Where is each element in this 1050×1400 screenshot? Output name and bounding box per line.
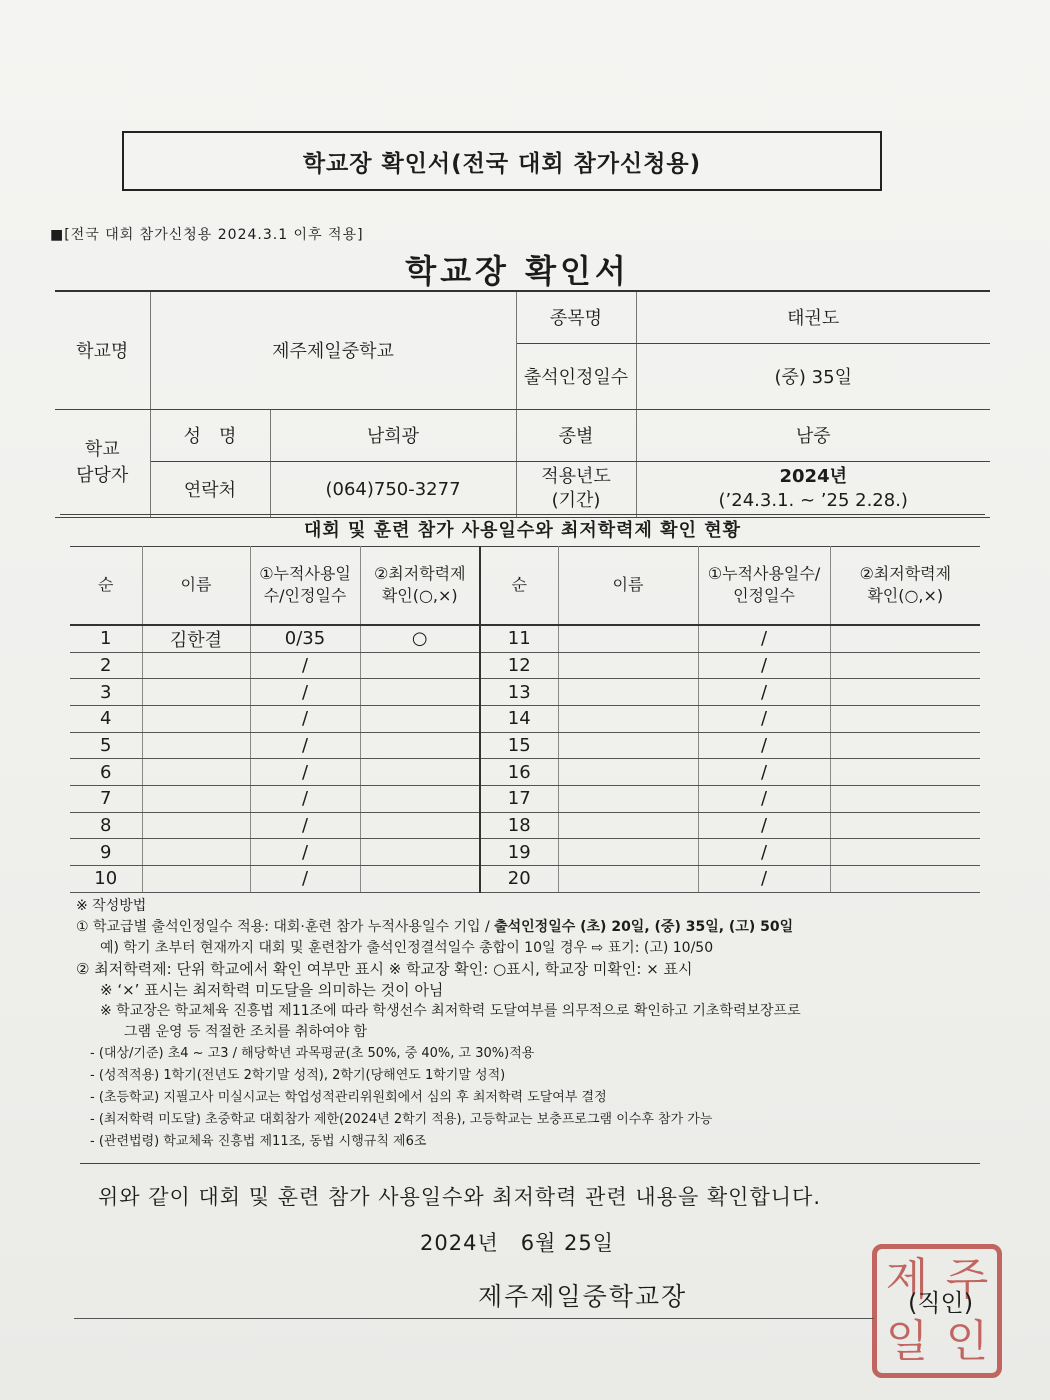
row-days-right: / (698, 785, 830, 812)
attendance-label: 출석인정일수 (516, 343, 636, 409)
row-days: / (250, 866, 360, 893)
main-title: 학교장 확인서 (405, 252, 630, 290)
row-no-right: 15 (480, 732, 558, 759)
detail-1: - (대상/기준) 초4 ~ 고3 / 해당학년 과목평균(초 50%, 중 40%, 고 30%)적용 (90, 1046, 535, 1061)
row-days: / (250, 732, 360, 759)
table-row (70, 839, 980, 866)
row-check (360, 652, 480, 679)
category-label: 종별 (516, 409, 636, 461)
table-row (70, 625, 980, 653)
row-no-right: 18 (480, 812, 558, 839)
row-check-right (830, 785, 980, 812)
row-no: 10 (70, 866, 142, 893)
row-days-right: / (698, 705, 830, 732)
header-name: 이름 (142, 547, 250, 625)
row-name-right (558, 705, 698, 732)
row-name-right (558, 732, 698, 759)
phone-label: 연락처 (150, 461, 270, 517)
row-check-right (830, 625, 980, 653)
seal-label: (직인) (908, 1289, 974, 1317)
row-check (360, 839, 480, 866)
principal-name: 제주제일중학교장 (478, 1282, 688, 1311)
table-row (70, 732, 980, 759)
row-check-right (830, 679, 980, 706)
row-days-right: / (698, 679, 830, 706)
section-title: 대회 및 훈련 참가 사용일수와 최저학력제 확인 현황 (60, 514, 985, 546)
table-row (70, 652, 980, 679)
header-title-box (122, 131, 882, 191)
year-label: 적용년도 (기간) (516, 461, 636, 517)
attendance-value: (중) 35일 (636, 343, 990, 409)
row-no: 2 (70, 652, 142, 679)
signing-date: 2024년 6월 25일 (420, 1231, 615, 1255)
row-check (360, 812, 480, 839)
seal-char: 일 (885, 1316, 929, 1367)
table-row (70, 679, 980, 706)
row-no: 9 (70, 839, 142, 866)
row-name (142, 652, 250, 679)
seal-char: 인 (945, 1316, 989, 1367)
header-days-right: ①누적사용일수/ 인정일수 (698, 547, 830, 625)
row-name-right (558, 625, 698, 653)
row-name (142, 732, 250, 759)
note-3: ※ ‘×’ 표시는 최저학력 미도달을 의미하는 것이 아님 (100, 981, 444, 999)
contact-label: 학교 담당자 (55, 409, 150, 517)
row-no-right: 12 (480, 652, 558, 679)
header-no-right: 순 (480, 547, 558, 625)
header-check-right: ②최저학력제 확인(○,×) (830, 547, 980, 625)
row-check: ○ (360, 625, 480, 653)
bottom-divider (74, 1318, 874, 1319)
table-row (70, 812, 980, 839)
header-no: 순 (70, 547, 142, 625)
row-no-right: 20 (480, 866, 558, 893)
row-name: 김한결 (142, 625, 250, 653)
row-check-right (830, 732, 980, 759)
row-name-right (558, 652, 698, 679)
row-no-right: 16 (480, 759, 558, 786)
subheading: ■[전국 대회 참가신청용 2024.3.1 이후 적용] (50, 227, 364, 243)
row-no: 7 (70, 785, 142, 812)
row-days: / (250, 679, 360, 706)
row-name-right (558, 679, 698, 706)
row-no: 5 (70, 732, 142, 759)
row-check (360, 785, 480, 812)
row-no-right: 17 (480, 785, 558, 812)
row-check-right (830, 652, 980, 679)
year-cell (636, 461, 990, 517)
note-1: ① 학교급별 출석인정일수 적용: 대회·훈련 참가 누적사용일수 기입 / 출석인정일수 (초) 20일, (중) 35일, (고) 50일 (76, 919, 794, 935)
row-no-right: 11 (480, 625, 558, 653)
row-check-right (830, 839, 980, 866)
divider (80, 1163, 980, 1164)
row-name (142, 705, 250, 732)
row-check (360, 705, 480, 732)
row-no-right: 13 (480, 679, 558, 706)
row-name (142, 839, 250, 866)
header-title: 학교장 확인서(전국 대회 참가신청용) (302, 150, 702, 177)
table-row (70, 759, 980, 786)
note-1-example: 예) 학기 초부터 현재까지 대회 및 훈련참가 출석인정결석일수 총합이 10일 경우 ⇨ 표기: (고) 10/50 (100, 940, 714, 956)
row-no: 4 (70, 705, 142, 732)
detail-4: - (최저학력 미도달) 초중학교 대회참가 제한(2024년 2학기 적용), 고등학교는 보충프로그램 이수후 참가 가능 (90, 1112, 713, 1127)
seal-char: 주 (945, 1254, 989, 1305)
note-2: ② 최저학력제: 단위 학교에서 확인 여부만 표시 ※ 학교장 확인: ○표시, 학교장 미확인: × 표시 (76, 960, 693, 978)
row-days-right: / (698, 625, 830, 653)
row-check (360, 732, 480, 759)
event-label: 종목명 (516, 291, 636, 343)
row-days: / (250, 785, 360, 812)
row-days-right: / (698, 866, 830, 893)
row-days-right: / (698, 732, 830, 759)
row-name (142, 759, 250, 786)
row-no-right: 19 (480, 839, 558, 866)
participation-table (70, 546, 980, 893)
row-name (142, 866, 250, 893)
row-check-right (830, 705, 980, 732)
row-days-right: / (698, 652, 830, 679)
row-check (360, 679, 480, 706)
row-days-right: / (698, 839, 830, 866)
school-value: 제주제일중학교 (150, 291, 516, 409)
instructions (76, 896, 996, 1153)
row-days: / (250, 652, 360, 679)
row-check-right (830, 866, 980, 893)
seal-char: 제 (885, 1254, 929, 1305)
row-days: / (250, 705, 360, 732)
row-name (142, 785, 250, 812)
table-row (70, 705, 980, 732)
note-4-cont: 그램 운영 등 적절한 조치를 취하여야 함 (124, 1024, 368, 1040)
row-days: / (250, 812, 360, 839)
row-days: 0/35 (250, 625, 360, 653)
header-check: ②최저학력제 확인(○,×) (360, 547, 480, 625)
row-days: / (250, 839, 360, 866)
row-name (142, 812, 250, 839)
confirm-statement: 위와 같이 대회 및 훈련 참가 사용일수와 최저학력 관련 내용을 확인합니다. (98, 1185, 822, 1209)
row-check-right (830, 759, 980, 786)
table-row (70, 785, 980, 812)
row-days-right: / (698, 759, 830, 786)
row-name-right (558, 759, 698, 786)
detail-2: - (성적적용) 1학기(전년도 2학기말 성적), 2학기(당해연도 1학기말 성적) (90, 1068, 506, 1083)
detail-5: - (관련법령) 학교체육 진흥법 제11조, 동법 시행규칙 제6조 (90, 1134, 427, 1149)
row-check (360, 759, 480, 786)
row-no: 6 (70, 759, 142, 786)
category-value: 남중 (636, 409, 990, 461)
row-no: 3 (70, 679, 142, 706)
row-no: 8 (70, 812, 142, 839)
row-name (142, 679, 250, 706)
name-label: 성 명 (150, 409, 270, 461)
detail-3: - (초등학교) 지필고사 미실시교는 학업성적관리위원회에서 심의 후 최저학력 도달여부 결정 (90, 1090, 607, 1105)
row-name-right (558, 866, 698, 893)
note-4: ※ 학교장은 학교체육 진흥법 제11조에 따라 학생선수 최저학력 도달여부를 의무적으로 확인하고 기초학력보장프로 (100, 1003, 801, 1019)
row-check (360, 866, 480, 893)
row-no: 1 (70, 625, 142, 653)
school-label: 학교명 (55, 291, 150, 409)
phone-value: (064)750-3277 (270, 461, 516, 517)
row-name-right (558, 839, 698, 866)
header-days: ①누적사용일수/인정일수 (250, 547, 360, 625)
row-days-right: / (698, 812, 830, 839)
table-row (70, 866, 980, 893)
name-value: 남희광 (270, 409, 516, 461)
event-value: 태권도 (636, 291, 990, 343)
notes-heading: ※ 작성방법 (76, 898, 147, 914)
row-name-right (558, 785, 698, 812)
year-value: 2024년 (779, 466, 847, 487)
info-table (55, 290, 990, 518)
row-name-right (558, 812, 698, 839)
row-days: / (250, 759, 360, 786)
period-value: (’24.3.1. ~ ’25 2.28.) (718, 490, 908, 511)
row-check-right (830, 812, 980, 839)
row-no-right: 14 (480, 705, 558, 732)
header-name-right: 이름 (558, 547, 698, 625)
